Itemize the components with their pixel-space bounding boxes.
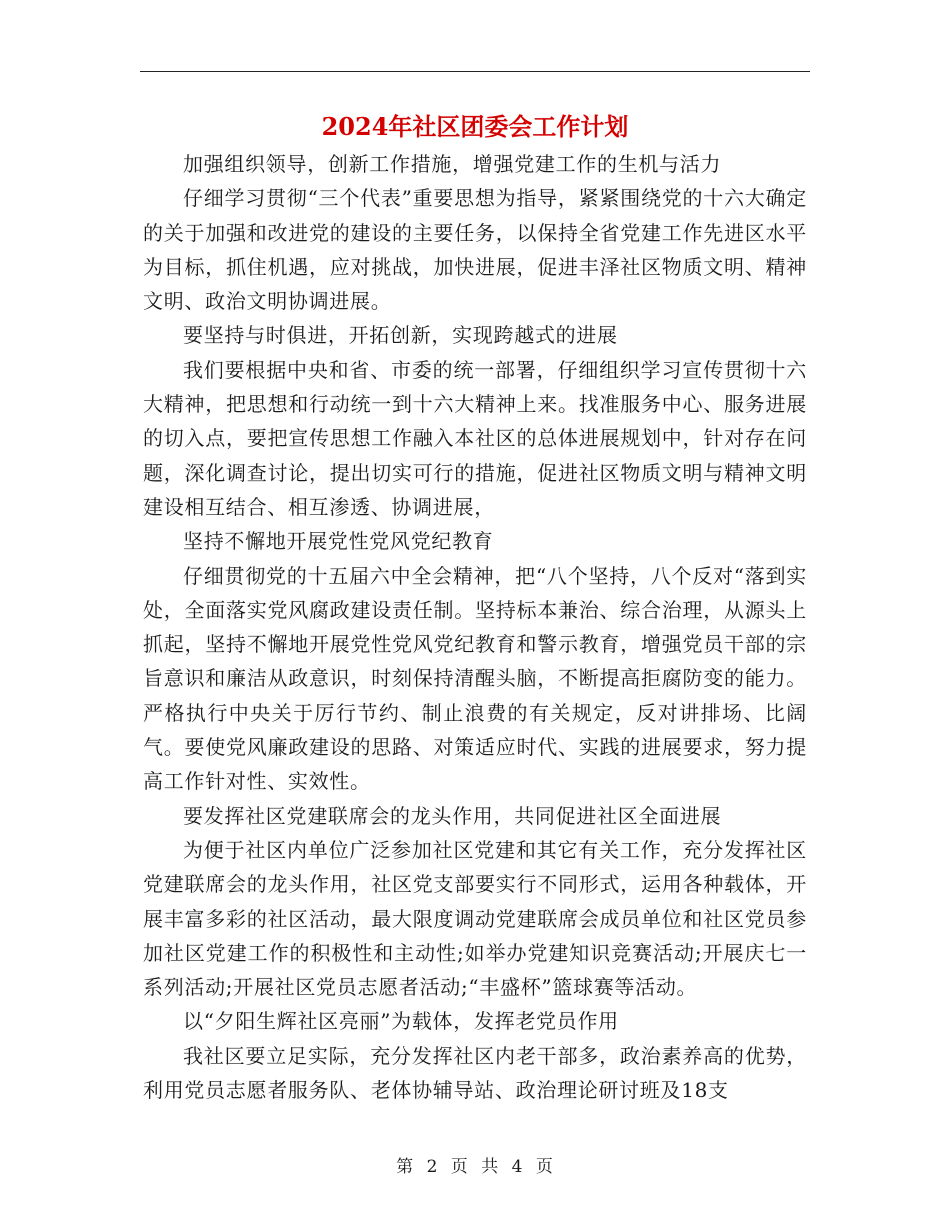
document-title: 2024年社区团委会工作计划 [321, 112, 629, 141]
section-heading: 加强组织领导，创新工作措施，增强党建工作的生机与活力 [183, 152, 722, 176]
body-paragraph: 仔细贯彻党的十五届六中全会精神，把“八个坚持，八个反对“落到实处，全面落实党风腐政建设责任制。坚持标本兼治、综合治理，从源头上抓起，坚持不懈地开展党性党风党纪教育和警示教育，增强党员干部的宗旨意识和廉洁从政意识，时刻保持清醒头脑，不断提高拒腐防变的能力。严格执行中央关于厉行节约、制止浪费的有关规定，反对讲排场、比阔气。要使党风廉政建设的思路、对策适应时代、实践的进展要求，努力提高工作针对性、实效性。 [143, 563, 807, 794]
body-paragraph: 我社区要立足实际，充分发挥社区内老干部多，政治素养高的优势，利用党员志愿者服务队、老体协辅导站、政治理论研讨班及18支 [143, 1043, 807, 1103]
section-heading: 要发挥社区党建联席会的龙头作用，共同促进社区全面进展 [183, 803, 722, 828]
section-heading: 坚持不懈地开展党性党风党纪教育 [183, 529, 494, 554]
section-heading: 以“夕阳生辉社区亮丽”为载体，发挥老党员作用 [183, 1009, 619, 1034]
body-paragraph: 为便于社区内单位广泛参加社区党建和其它有关工作，充分发挥社区党建联席会的龙头作用，社区党支部要实行不同形式，运用各种载体，开展丰富多彩的社区活动，最大限度调动党建联席会成员单位和社区党员参加社区党建工作的积极性和主动性;如举办党建知识竞赛活动;开展庆七一系列活动;开展社区党员志愿者活动;“丰盛杯”篮球赛等活动。 [143, 837, 807, 1000]
body-paragraph: 我们要根据中央和省、市委的统一部署，仔细组织学习宣传贯彻十六大精神，把思想和行动统一到十六大精神上来。找准服务中心、服务进展的切入点，要把宣传思想工作融入本社区的总体进展规划中，针对存在问题，深化调查讨论，提出切实可行的措施，促进社区物质文明与精神文明建设相互结合、相互渗透、协调进展， [143, 357, 807, 519]
section-heading: 要坚持与时俱进，开拓创新，实现跨越式的进展 [183, 323, 618, 348]
page-number: 第 2 页 共 4 页 [396, 1157, 554, 1177]
body-paragraph: 仔细学习贯彻“三个代表”重要思想为指导，紧紧围绕党的十六大确定的关于加强和改进党的建设的主要任务，以保持全省党建工作先进区水平为目标，抓住机遇，应对挑战，加快进展，促进丰泽社区物质文明、精神文明、政治文明协调进展。 [143, 186, 807, 314]
header-rule [140, 71, 810, 72]
document-body [143, 147, 807, 1107]
